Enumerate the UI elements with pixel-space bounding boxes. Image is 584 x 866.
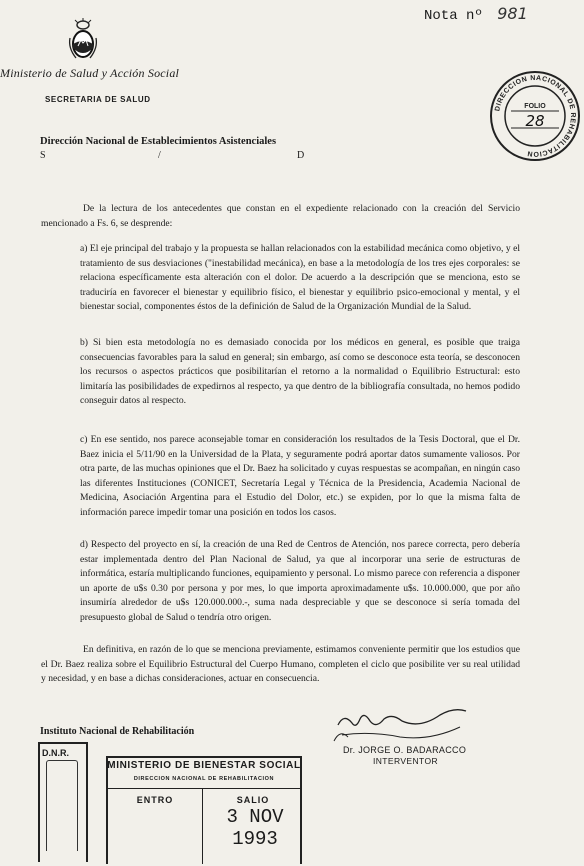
reception-stamp-divider — [106, 788, 302, 789]
reception-stamp-direccion: DIRECCION NACIONAL DE REHABILITACION — [133, 776, 275, 782]
signer-role: INTERVENTOR — [373, 756, 439, 766]
secretaria-label: SECRETARIA DE SALUD — [45, 95, 151, 104]
body-conclusion: En definitiva, en razón de lo que se menciona previamente, estimamos conveniente permitir que los estudios que el Dr. Baez realiza sobre el Equilibrio Estructural del Cuerpo Humano, completen el ciclo que posibilite ver su real utilidad y necesidad, y en base a dichas consideraciones, actuar en consecuencia. — [41, 644, 520, 684]
body-point-d: d) Respecto del proyecto en sí, la creación de una Red de Centros de Atención, nos parece correcta, pero debería estar implementada dentro del Plan Nacional de Salud, ya que al incorporar una serie de estructuras de informática, estaría multiplicando funciones, equipamiento y personal. Lo mismo parece con referencia a disponer un aporte de u$s 0.30 por persona y por mes, lo que importa aproximadamente u$s. 10.000.000, que por año insumiría alrededor de u$s 120.000.000.-, suma nada despreciable y que se desconoce si sería tomada del presupuesto global de Salud o tendría otro origen. — [80, 539, 520, 623]
folio-stamp — [489, 70, 581, 162]
nota-label: Nota nº — [424, 8, 483, 24]
folio-label: FOLIO — [524, 103, 546, 110]
recipient-slash: / — [158, 150, 161, 161]
ministry-name: Ministerio de Salud y Acción Social — [0, 66, 180, 80]
reception-stamp-ministry: MINISTERIO DE BIENESTAR SOCIAL — [107, 760, 301, 771]
folio-number: 28 — [525, 112, 545, 130]
institute-name: Instituto Nacional de Rehabilitación — [40, 726, 195, 737]
signer-name: Dr. JORGE O. BADARACCO — [343, 745, 467, 755]
nota-number — [424, 4, 528, 24]
body-point-a: a) El eje principal del trabajo y la propuesta se hallan relacionados con la estabilidad mecánica como objetivo, y el tratamiento de sus desviaciones ("inestabilidad mecánica), en base a la metodología de los tres ejes corporales: se relaciona específicamente esta alteración con el dolor. De acuerdo a la descripción que se menciona, esto se traduciría en favorecer el bienestar y equilibrio físico, el bienestar y equilibrio psico-emocional y mental, y el bienestar social, componentes éstos de la definición de Salud de la Organización Mundial de la Salud. — [80, 243, 520, 312]
folio-ring-text: DIRECCION NACIONAL DE REHABILITACION — [494, 74, 577, 158]
reception-stamp-salio: SALIO — [236, 795, 270, 805]
body-point-c: c) En ese sentido, nos parece aconsejable tomar en consideración los resultados de la Tesis Doctoral, que el Dr. Baez inicia el 5/11/90 en la Universidad de la Plata, y seguramente podrá aportar datos sumamente valiosos. Por otra parte, de las muchas opiniones que el Dr. Baez ha solicitado y cuyas respuestas se acompañan, en ningún caso las diferentes Instituciones (CONICET, Secretaría Legal y Técnica de la Presidencia, Academia Nacional de Medicina, Asociación Argentina para el Estudio del Dolor, etc.) se expiden, por lo que la misma falta de información parece impedir tomar una posición en todos los casos. — [80, 434, 520, 518]
recipient-d: D — [297, 150, 305, 161]
recipient-s: S — [40, 150, 46, 161]
recipient-title: Dirección Nacional de Establecimientos Asistenciales — [40, 136, 277, 147]
coat-of-arms-icon — [66, 18, 100, 62]
reception-stamp-entro: ENTRO — [136, 795, 174, 805]
reception-stamp-column-divider — [202, 788, 203, 864]
reception-stamp-date: 3 NOV 1993 — [226, 806, 284, 850]
body-point-b: b) Si bien esta metodología no es demasiado conocida por los médicos en general, es posible que traiga consecuencias favorables para la salud en general; sin embargo, así como se desconoce esta teoría, se desconocen los recursos o aspectos prácticos que posibilitarían el retorno a la normalidad o Equilibrio Estructural: esto limitaría las posibilidades de expedirnos al respecto, ya que dentro de la bibliografía consultada, no hemos podido conseguir datos al respecto. — [80, 337, 520, 406]
nota-handwritten-number: 981 — [497, 4, 528, 23]
body-intro: De la lectura de los antecedentes que constan en el expediente relacionado con la creación del Servicio mencionado a Fs. 6, se desprende: — [41, 203, 520, 229]
dnr-stamp-inner — [46, 760, 78, 851]
dnr-stamp-label: D.N.R. — [42, 748, 69, 758]
